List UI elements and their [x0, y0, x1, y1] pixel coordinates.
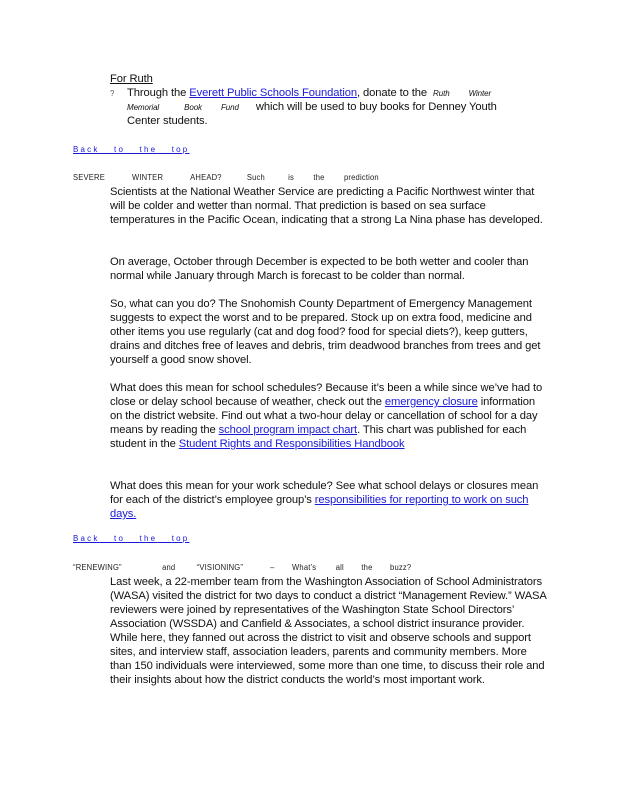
ruth-which: which will be used to buy books for Denney Youth — [255, 101, 497, 113]
renewing-heading — [73, 563, 411, 572]
top-word: top — [171, 145, 190, 154]
p4-text-c: . This chart was published for each student in the — [110, 424, 527, 450]
severe-paragraph-4 — [110, 381, 550, 451]
ruth-title: For Ruth — [110, 73, 153, 85]
back-to-top-link[interactable] — [73, 145, 189, 154]
heading-word: WINTER — [132, 173, 164, 182]
ruth-through: Through the — [127, 87, 187, 99]
school-program-impact-chart-link[interactable]: school program impact chart — [218, 424, 358, 436]
heading-word: AHEAD? — [190, 173, 222, 182]
p5-text-a: What does this mean for your work schedule? See what school delays or closures mean for each of the district’s employee group’s — [110, 480, 539, 506]
the-word: the — [139, 145, 158, 154]
back-word: Back — [73, 534, 100, 543]
heading-word: “RENEWING” — [73, 563, 122, 572]
heading-word: – — [270, 563, 275, 572]
heading-word: buzz? — [390, 563, 412, 572]
the-word: the — [139, 534, 158, 543]
ruth-line-3: Center students. — [127, 115, 208, 127]
ruth-line-2 — [127, 100, 497, 115]
to-word: to — [114, 145, 126, 154]
student-rights-handbook-link[interactable]: Student Rights and Responsibilities Handbook — [178, 438, 405, 450]
severe-heading — [73, 173, 379, 182]
renewing-paragraph-1: Last week, a 22-member team from the Washington Association of School Administrators (WASA) visited the district for two days to conduct a district “Management Review.” WASA reviewers were joined by representatives of the Washington State School Directors’ Association (WSSDA) and Canfield & Associates, a school district insurance provider. While here, they fanned out across the district to visit and observe schools and support sites, and interview staff, association leaders, parents and community members. More than 150 individuals were interviewed, some more than one time, to discuss their role and their insights about how the district conducts the world’s most important work. — [110, 576, 547, 686]
severe-paragraph-2: On average, October through December is expected to be both wetter and cooler than normal while January through March is forecast to be colder than normal. — [110, 256, 529, 282]
heading-word: prediction — [343, 173, 379, 182]
back-to-top-link[interactable] — [73, 534, 189, 543]
severe-paragraph-3: So, what can you do? The Snohomish County Department of Emergency Management suggests to expect the worst and to be prepared. Stock up on extra food, medicine and other items you use regularly (cat and dog food? food for special diets?), keep gutters, drains and ditches free of leaves and debris, trim deadwood branches from trees and get yourself a good snow shovel. — [110, 298, 541, 366]
heading-word: the — [361, 563, 373, 572]
foundation-link[interactable]: Everett Public Schools Foundation — [189, 87, 357, 99]
severe-paragraph-1: Scientists at the National Weather Service are predicting a Pacific Northwest winter that will be colder and wetter than normal. That prediction is based on sea surface temperatures in the Pacific Ocean, indicating that a strong La Nina phase has developed. — [110, 186, 543, 226]
heading-word: the — [313, 173, 325, 182]
heading-word: is — [288, 173, 295, 182]
emergency-closure-link[interactable]: emergency closure — [384, 396, 478, 408]
top-word: top — [171, 534, 190, 543]
ruth-donate: , donate to the — [356, 87, 428, 99]
to-word: to — [114, 534, 126, 543]
ruth-line-1 — [127, 86, 491, 101]
heading-word: SEVERE — [73, 173, 105, 182]
fund-word-3: Memorial — [127, 103, 160, 112]
fund-word-5: Fund — [220, 103, 239, 112]
reporting-responsibilities-link[interactable]: responsibilities for reporting to work on such days. — [110, 494, 529, 520]
p4-text-b: information on the district website. Find out what a two-hour delay or cancellation of school for a day means by reading the — [110, 396, 538, 436]
heading-word: all — [335, 563, 344, 572]
bullet-icon: ? — [110, 89, 115, 98]
severe-paragraph-5 — [110, 479, 550, 521]
heading-word: Such — [246, 173, 265, 182]
fund-word-2: Winter — [468, 89, 492, 98]
fund-word-4: Book — [184, 103, 202, 112]
heading-word: and — [162, 563, 176, 572]
back-word: Back — [73, 145, 100, 154]
heading-word: What’s — [292, 563, 317, 572]
fund-word-1: Ruth — [433, 89, 450, 98]
heading-word: “VISIONING” — [196, 563, 244, 572]
p4-text-a: What does this mean for school schedules? Because it’s been a while since we’ve had to close or delay school because of weather, check out the — [110, 382, 543, 408]
